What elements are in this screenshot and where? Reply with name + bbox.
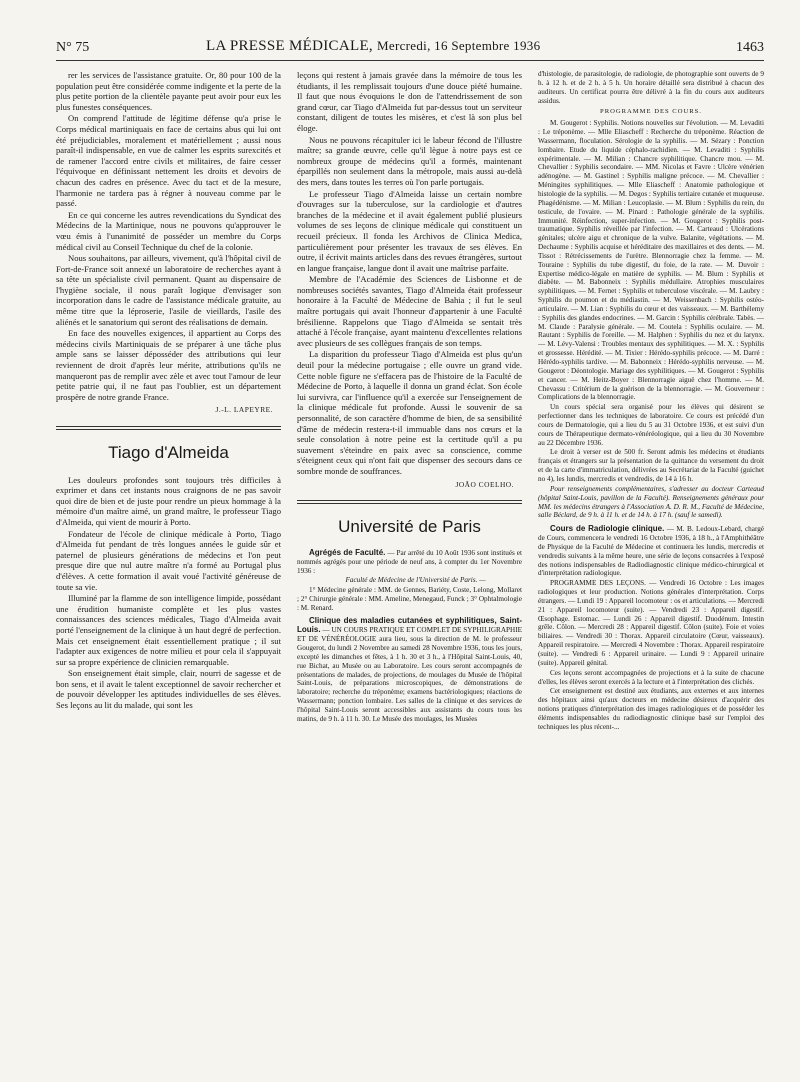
paragraph: En ce qui concerne les autres revendications du Syndicat des Médecins de la Martinique, nous ne pouvons qu'approuver le vœu émis à l'unanimité de posséder un membre du Corps médical civil au Conseil Technique du chef de la colonie.	[56, 209, 281, 252]
radiologie-text: — M. B. Ledoux-Lebard, chargé de Cours, commencera le vendredi 16 Octobre 1936, à 18 h., à l'Amphithéâtre de Physique de la Faculté de Médecine et continuera les lundis, mercredis et vendredis suivants à la même heure, une série de leçons consacrées à l'exposé des notions indispensables de Radiodiagnostic clinique médico-chirurgical et d'interprétation radiologique.	[538, 525, 764, 578]
issue-number: N° 75	[56, 40, 90, 55]
university-title: Université de Paris	[338, 517, 481, 537]
programme-heading: PROGRAMME DES COURS.	[600, 108, 702, 116]
paragraph: Un cours spécial sera organisé pour les élèves qui désirent se perfectionner dans les techniques de laboratoire. Ce cours est précédé d'un cours de Dermatologie, qui a lieu du 5 au 31 Octobre 1936, et est suivi d'un cours de Thérapeutique dermato-vénéréologique, qui a lieu du 30 Novembre au 22 Décembre 1936.	[538, 403, 764, 447]
paragraph: Cet enseignement est destiné aux étudiants, aux externes et aux internes des hôpitaux ainsi qu'aux docteurs en médecine désireux d'acquérir des notions pratiques d'interprétation des images radiologiques et de posséder les éléments indispensables du radiodiagnostic clinique basé sur l'emploi des techniques les plus récent-...	[538, 687, 764, 731]
programme-lecons: PROGRAMME DES LEÇONS. — Vendredi 16 Octobre : Les images radiologiques et leur production. Notions générales d'interprétation. Corps étrangers. — Lundi 19 : Appareil locomoteur : os et articulations. — Mercredi 21 : Appareil locomoteur (suite). — Vendredi 23 : Appareil digestif. Œsophage. Estomac. — Lundi 26 : Appareil digestif. Duodénum. Intestin grêle. Côlon. — Mercredi 28 : Appareil digestif. Côlon (suite). Foie et voies biliaires. — Vendredi 30 : Thorax. Appareil circulatoire (Cœur, vaisseaux). Appareil respiratoire. — Mercredi 4 Novembre : Thorax. Appareil respiratoire (suite). — Vendredi 6 : Appareil urinaire. — Lundi 9 : Appareil urinaire (suite). Appareil génital.	[538, 579, 764, 667]
column-3	[538, 70, 764, 1070]
university-news	[297, 549, 522, 724]
paragraph: Nous souhaitons, par ailleurs, vivement, qu'à l'hôpital civil de Fort-de-France soit annexé un laboratoire de recherches ayant à sa tête un spécialiste civil permanent. Quant au dispensaire de l'hygiène sociale, il nous paraît logique d'envisager son incorporation dans le cadre de l'assistance médicale gratuite, au même titre que la léproserie, l'asile de vieillards, l'asile des aliénés et le sanatorium qui seront des réalisations de demain.	[56, 253, 281, 327]
paragraph: La disparition du professeur Tiago d'Almeida est plus qu'un deuil pour la médecine portugaise ; elle ouvre un grand vide. Cette noble figure ne s'effacera pas de l'histoire de la Faculté de Médecine de Porto, à laquelle il donna un grand éclat. Son école lui survivra, car l'influence qu'il a exercée sur l'enseignement de la clinique médicale fut profonde. Aussi le souvenir de sa personnalité, de son caractère d'homme de bien, de sa sensibilité d'âme de médecin restera-t-il immuable dans nos cœurs et la seule consolation à notre peine est la certitude qu'il a pu suavement s'éteindre en paix avec sa conscience, comme s'éteignent ceux qui n'ont fait que dispenser des secours dans ce sombre monde de souffrances.	[297, 349, 522, 476]
subsection-title: Agrégés de Faculté.	[309, 547, 386, 557]
paragraph: Le professeur Tiago d'Almeida laisse un certain nombre d'ouvrages sur la tuberculose, sur la cardiologie et d'autres branches de la médecine et il avait également publié plusieurs volumes de ses leçons de clinique médicale qui constituent un recueil précieux. Il fonda les Archivos de Clinica Medica, particulièrement pour présenter les travaux de ses élèves. En outre, il écrivit maints articles dans des revues étrangères, surtout en langue française, langue dont il avait une maîtrise parfaite.	[297, 188, 522, 273]
paragraph: Illuminé par la flamme de son intelligence limpide, possédant une érudition humaniste complète et les plus vastes connaissances des sciences médicales, Tiago d'Almeida avait porté l'enseignement de la clinique à un haut degré de perfection. Mais cet enseignement était essentiellement pratique ; il sut l'adapter aux exigences de notre milieu et pour cela il s'appuyait sur sa propre expérience de clinicien remarquable.	[56, 593, 281, 667]
page-header	[56, 32, 764, 61]
obituary-title: Tiago d'Almeida	[108, 443, 229, 462]
paragraph: leçons qui restent à jamais gravée dans la mémoire de tous les étudiants, il les remplissait toujours d'une douce piété humaine. Il faut que nous évoquions le don de l'attendrissement de son grand cœur, car Tiago d'Almeida fut par-dessus tout un serviteur constant, diligent de toutes les misères, et c'est là son plus bel éloge.	[297, 70, 522, 133]
programme-text: M. Gougerot : Syphilis. Notions nouvelles sur l'évolution. — M. Levaditi : Le tréponème. — Mlle Eliascheff : Recherche du tréponème. Réaction de Wassermann, floculation. Sérologie de la syphilis. — M. Sézary : Ponction lombaire. Etude du liquide céphalo-rachidien. — M. Levaditi : Syphilis expérimentale. — M. Milian : Chancre syphilitique. Chancre mou. — M. Chevallier : Syphilis secondaire. — MM. Nicolas et Favre : Ulcère vénérien adénogène. — M. Gastinel : Syphilis maligne précoce. — M. Chevallier : Méningites syphilitiques. — Mlle Eliascheff : Anatomie pathologique et histologie de la syphilis. — M. Degos : Syphilis tertiaire cutanée et muqueuse. Phagédénisme. — M. Milian : Leucoplasie. — M. Blum : Syphilis du rein, du testicule, de l'ovaire. — M. Pinard : Pathologie générale de la syphilis. Immunité. Réinfection, super-infection. — M. Gougerot : Syphilis post-traumatique. Syphilis réveillée par l'infection. — M. Carteaud : Ulcérations génitales; ulcère aigu et chronique de la vulve. Balanite, végétations. — M. Dechaume : Syphilis acquise et héréditaire des maxillaires et des dents. — M. Tissot : Rétrécissements de l'urètre. Blennorragie chez la femme. — M. Touraine : Syphilis du tube digestif, du foie, de la rate. — M. Duvoir : Expertise médico-légale en matière de syphilis. — M. Blum : Syphilis et diabète. — M. Babonneix : Syphilis médullaire. Atrophies musculaires syphilitiques. — M. Fernet : Syphilis et tuberculose viscérale. — M. Laubry : Syphilis du poumon et du médiastin. — M. Weissenbach : Syphilis ostéo-articulaire. — M. Lian : Syphilis du cœur et des vaisseaux. — M. Barthélemy : Syphilis des glandes endocrines. — M. Garcin : Syphilis cérébrale. Tabès. — M. Claude : Paralysie générale. — M. Coutela : Syphilis oculaire. — M. Rautant : Syphilis de l'oreille. — M. Halphen : Syphilis du nez et du larynx. — M. Lévy-Valensi : Troubles mentaux des syphilitiques. — M. X. : Syphilis et grossesse. Hérédité. — M. Tixier : Hérédo-syphilis précoce. — M. Darré : Hérédo-syphilis tardive. — M. Babonneix : Hérédo-syphilis nerveuse. — M. Gougerot : Déontologie. Mariage des syphilitiques. — M. Gougerot : Syphilis et cancer. — M. Heitz-Boyer : Blennorragie aiguë chez l'homme. — M. Chevassu : Critérium de la guérison de la blennorragie. — M. Gouverneur : Complications de la blennorragie.	[538, 119, 764, 402]
paragraph: d'histologie, de parasitologie, de radiologie, de photographie sont ouverts de 9 h. à 12 h. et de 2 h. à 5 h. Un horaire détaillé sera distribué à chacun des auditeurs. Un certificat pourra être délivré à la fin du cours aux auditeurs assidus.	[538, 70, 764, 105]
paragraph: Fondateur de l'école de clinique médicale à Porto, Tiago d'Almeida fut pendant de très longues années le guide sûr et paternel de plusieurs générations de médecins et l'on peut presque dire que nul autre maître n'a formé au Portugal plus d'élèves. A cette formation il avait voué l'activité généreuse de toute sa vie.	[56, 528, 281, 592]
column-2	[297, 70, 522, 1070]
journal-title	[206, 38, 540, 55]
paragraph: On comprend l'attitude de légitime défense qu'a prise le Corps médical martiniquais en face de certains abus qui lui ont été préjudiciables, moralement et matériellement ; aussi nous paraît-il indispensable, en vue de calmer les esprits surexcités et de ramener l'accord entre civils et militaires, de faire cesser l'équivoque en définissant nettement les droits et devoirs de chacun des cadres en présence. Avec du tact et de la mesure, l'harmonie ne tardera pas à régner à nouveau comme par le passé.	[56, 113, 281, 209]
subsection-title: Cours de Radiologie clinique.	[550, 524, 665, 534]
paragraph: En face des nouvelles exigences, il appartient au Corps des médecins civils Martiniquais de se préparer à une tâche plus ample sans se laisser déposséder des attributions qui leur reviennent de droit d'après leur mérite, attributions qu'ils ne manqueront pas de remplir avec zèle et avec tout l'amour de leur petite patrie qui, il ne faut pas l'oublier, est un département prospère de notre grande France.	[56, 328, 281, 402]
paragraph: Membre de l'Académie des Sciences de Lisbonne et de nombreuses sociétés savantes, Tiago d'Almeida était professeur honoraire à la Faculté de Médecine de Bahia ; il fut le seul maître portugais qui avait l'honneur d'appartenir à une Faculté brésilienne. Rappelons que Tiago d'Almeida se sentait très attaché à l'école française, ayant maintenu d'excellentes relations avec plusieurs de ses collègues français de son temps.	[297, 274, 522, 348]
paragraph: Les douleurs profondes sont toujours très difficiles à exprimer et dans cet instants nous craignons de ne pas savoir quoi dire de bien et de juste pour rendre un pieux hommage à la mémoire d'un maître aimé, un grand maître, le professeur Tiago d'Almeida, qui vient de mourir à Porto.	[56, 474, 281, 527]
agreges-list: 1° Médecine générale : MM. de Gennes, Bariéty, Coste, Lelong, Mollaret ; 2° Chirurgie générale : MM. Ameline, Menegaud, Funck ; 3° Ophtalmologie : M. Renard.	[297, 586, 522, 613]
paragraph: Nous ne pouvons récapituler ici le labeur fécond de l'illustre maître; sa grande œuvre, celle qu'il lègue à notre pays est ce nombreux groupe de médecins qu'il a formés, maintenant éparpillés non seulement dans la métropole, mais aussi au-delà des mers, dans toutes les terres où l'on parle portugais.	[297, 134, 522, 187]
faculty-label: Faculté de Médecine de l'Université de Paris. —	[345, 576, 486, 585]
clinique-text: — UN COURS PRATIQUE ET COMPLET DE SYPHILIGRAPHIE ET DE VÉNÉRÉOLOGIE aura lieu, sous la direction de M. le professeur Gougerot, du lundi 2 Novembre au samedi 28 Novembre 1936, tous les jours, excepté les dimanches et fêtes, à 1 h. 30 et 3 h., à l'Hôpital Saint-Louis, 40, rue Bichat, au Musée ou au Laboratoire. Les cours seront accompagnés de présentations de malades, de projections, de moulages du Musée de l'hôpital Saint-Louis, de préparations microscopiques, de démonstrations de laboratoire; recherche du tréponème; examens bactériologiques; réactions de Wassermann; ponction lombaire. Les salles de la clinique et des services de l'hôpital Saint-Louis seront accessibles aux assistants du cours tous les matins, de 9 h. à 11 h. 30. Le Musée des moulages, les Musées	[297, 626, 522, 724]
paragraph: Ces leçons seront accompagnées de projections et à la suite de chacune d'elles, les élèves seront exercés à la lecture et à l'interprétation des clichés.	[538, 668, 764, 686]
paragraph: Son enseignement était simple, clair, nourri de sagesse et de bon sens, et il avait le talent exceptionnel de savoir rechercher et de pouvoir développer les aptitudes individuelles de ses élèves. Ses leçons au lit du malade, qui sont les	[56, 668, 281, 711]
agreges-text: — Par arrêté du 10 Août 1936 sont institués et nommés agrégés pour une période de neuf ans, à compter du 1er Novembre 1936 :	[297, 548, 522, 575]
signature: J.-L. LAPEYRE.	[215, 405, 273, 415]
column-1	[56, 70, 281, 1070]
issue-date: Mercredi, 16 Septembre 1936	[377, 38, 541, 53]
newspaper-page	[56, 32, 764, 1072]
paragraph: Pour renseignements complémentaires, s'adresser au docteur Carteaud (hôpital Saint-Louis, pavillon de la Faculté). Renseignements généraux pour MM. les médecins étrangers à l'Association A. D. R. M., Faculté de Médecine, salle Béclard, de 9 h. à 11 h. et de 14 h. à 17 h. (sauf le samedi).	[538, 484, 764, 520]
section-divider	[297, 500, 522, 504]
paragraph: rer les services de l'assistance gratuite. Or, 80 pour 100 de la population peut être considérée comme indigente et la perte de la plus petite portion de la clientèle payante peut avoir pour eux les plus funestes conséquences.	[56, 70, 281, 112]
signature: JOÃO COELHO.	[455, 479, 514, 489]
journal-name: LA PRESSE MÉDICALE,	[206, 38, 373, 54]
subsection-title: Clinique des maladies cutanées et syphilitiques, Saint-Louis.	[297, 616, 522, 634]
page-number: 1463	[736, 40, 764, 55]
section-divider	[56, 426, 281, 430]
paragraph: Le droit à verser est de 500 fr. Seront admis les médecins et étudiants français et étrangers sur la présentation de la quittance du versement du droit et de la carte d'immatriculation, délivrées au Secrétariat de la Faculté (guichet no 4), les lundis, mercredis et vendredis, de 14 à 16 h.	[538, 448, 764, 483]
